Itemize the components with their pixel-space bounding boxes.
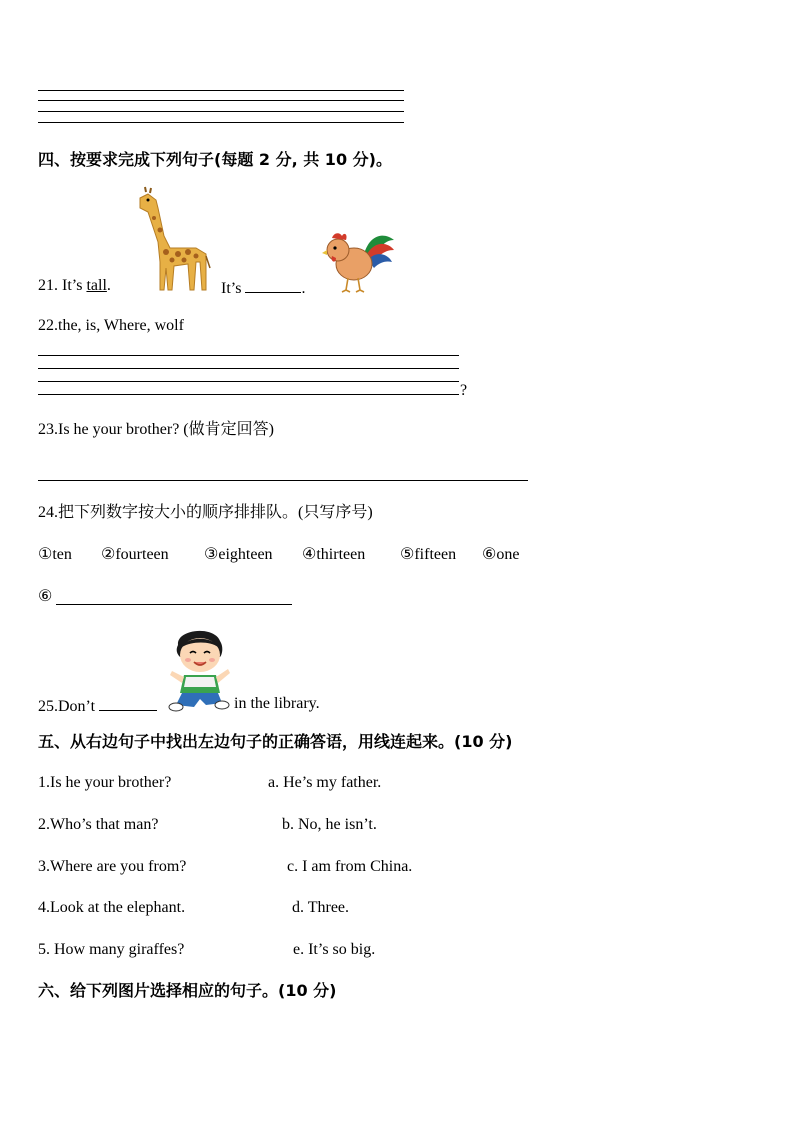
section-heading: 五、从右边句子中找出左边句子的正确答语，用线连起来。(10 分) (38, 732, 513, 751)
q23-answer-line[interactable] (38, 480, 528, 481)
q25-blank[interactable] (99, 694, 157, 711)
q22-answer-line[interactable] (38, 394, 459, 395)
giraffe-icon (126, 186, 212, 292)
answer-line (38, 90, 404, 91)
running-boy-icon (166, 625, 234, 713)
question-21-answer (221, 276, 305, 299)
q21-dot: . (106, 277, 111, 294)
q24-answer-line[interactable] (56, 604, 292, 605)
q24-option: ②fourteen (101, 546, 169, 563)
match-left-item: 4.Look at the elephant. (38, 899, 186, 916)
match-left-item: 5. How many giraffes? (38, 941, 185, 958)
q22-answer-line[interactable] (38, 355, 459, 356)
match-left-item: 1.Is he your brother? (38, 774, 172, 791)
match-left-item: 2.Who’s that man? (38, 816, 159, 833)
match-right-item: b. No, he isn’t. (282, 816, 377, 833)
rooster-icon (318, 224, 398, 294)
section-heading: 四、按要求完成下列句子(每题 2 分, 共 10 分)。 (38, 150, 392, 169)
q21-blank[interactable] (245, 276, 301, 293)
match-right-item: c. I am from China. (287, 858, 413, 875)
q22-answer-line[interactable] (38, 381, 459, 382)
q24-option: ①ten (38, 546, 72, 563)
match-right-item: a. He’s my father. (268, 774, 382, 791)
q21-underlined-word: tall (86, 277, 107, 294)
q22-question-mark: ? (460, 382, 468, 399)
match-right-item: e. It’s so big. (293, 941, 376, 958)
q24-answer-start: ⑥ (38, 588, 53, 605)
match-left-item: 3.Where are you from? (38, 858, 187, 875)
question-24: 24.把下列数字按大小的顺序排排队。(只写序号) (38, 504, 373, 521)
q24-option: ⑤fifteen (400, 546, 457, 563)
question-21 (38, 276, 111, 296)
q24-option: ⑥one (482, 546, 520, 563)
match-right-item: d. Three. (292, 899, 350, 916)
section-heading: 六、给下列图片选择相应的句子。(10 分) (38, 981, 337, 1000)
q22-answer-line[interactable] (38, 368, 459, 369)
answer-line (38, 122, 404, 123)
question-25 (38, 694, 157, 717)
question-22: 22.the, is, Where, wolf (38, 317, 184, 334)
q21-end: . (301, 280, 306, 297)
q21-second-label: It’s (221, 280, 246, 297)
q25-suffix: in the library. (234, 695, 320, 712)
question-23: 23.Is he your brother? (做肯定回答) (38, 421, 274, 438)
q21-number: 21. It’s (38, 277, 87, 294)
q24-option: ③eighteen (204, 546, 273, 563)
q24-option: ④thirteen (302, 546, 366, 563)
q25-prefix: 25.Don’t (38, 698, 100, 715)
answer-line (38, 100, 404, 101)
answer-line (38, 111, 404, 112)
